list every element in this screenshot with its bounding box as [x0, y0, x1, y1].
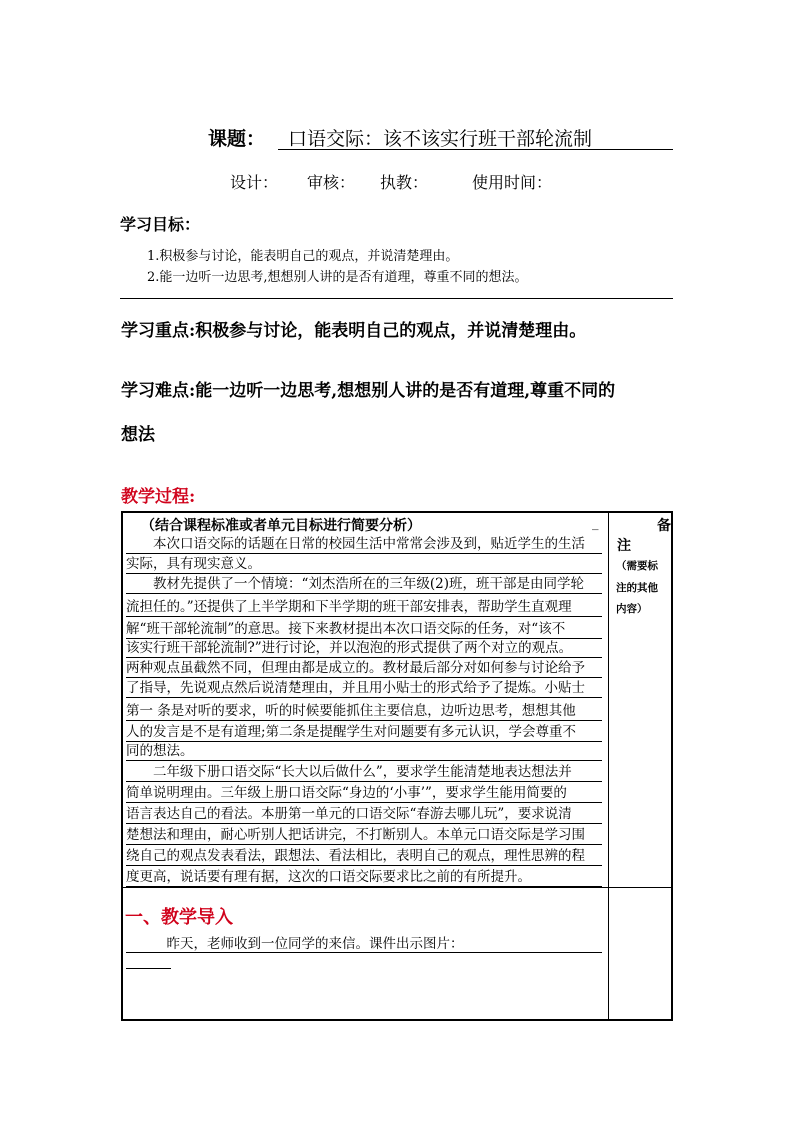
analysis-line: 两种观点虽截然不同，但理由都是成立的。教材最后部分对如何参与讨论给予	[126, 659, 602, 678]
analysis-line: 教材先提供了一个情境：“刘杰浩所在的三年级(2)班，班干部是由同学轮	[126, 575, 602, 594]
analysis-line: 该实行班干部轮流制?”进行讨论，并以泡泡的形式提供了两个对立的观点。	[126, 639, 602, 658]
analysis-line: 本次口语交际的话题在日常的校园生活中常常会涉及到，贴近学生的生活	[126, 535, 602, 554]
section-divider	[120, 298, 673, 299]
notes-sub-line: 内容）	[616, 603, 648, 615]
analysis-line: 同的想法。	[126, 742, 602, 761]
table-row-divider	[121, 887, 673, 888]
table-column-divider	[608, 512, 609, 1020]
notes-sub-line: （需要标	[616, 560, 658, 572]
difficulty-line-1: 学习难点:能一边听一边思考,想想别人讲的是否有道理,尊重不同的	[121, 381, 616, 401]
goals-heading: 学习目标：	[120, 215, 201, 234]
intro-text: 昨天，老师收到一位同学的来信。课件出示图片：	[126, 935, 602, 953]
meta-teach: 执教：	[380, 173, 429, 192]
lesson-title-text: 口语交际：该不该实行班干部轮流制	[288, 128, 593, 150]
notes-title-part2: 注	[617, 538, 631, 554]
meta-review: 审核：	[307, 173, 356, 192]
blank-line	[126, 968, 171, 969]
goal-item-1: 1.积极参与讨论，能表明自己的观点，并说清楚理由。	[147, 249, 459, 264]
meta-time: 使用时间：	[472, 173, 553, 192]
title-underline	[278, 149, 673, 150]
analysis-line: 二年级下册口语交际“长大以后做什么”，要求学生能清楚地表达想法并	[126, 763, 602, 782]
analysis-line: 实际，具有现实意义。	[126, 555, 602, 574]
analysis-title: （结合课程标准或者单元目标进行简要分析）	[141, 518, 421, 534]
lesson-title-label: 课题：	[208, 128, 266, 150]
analysis-line: 度更高，说话要有理有据，这次的口语交际要求比之前的有所提升。	[126, 868, 602, 887]
notes-sub-line: 注的其他	[616, 582, 658, 594]
analysis-line: 语言表达自己的看法。本册第一单元的口语交际“春游去哪儿玩”，要求说清	[126, 805, 602, 824]
analysis-line: 流担任的。”还提供了上半学期和下半学期的班干部安排表，帮助学生直观理	[126, 598, 602, 617]
key-point: 学习重点:积极参与讨论，能表明自己的观点，并说清楚理由。	[121, 321, 587, 341]
difficulty-line-2: 想法	[121, 425, 155, 445]
analysis-mark: _	[592, 516, 599, 531]
meta-design: 设计：	[230, 173, 279, 192]
analysis-line: 人的发言是不是有道理;第二条是提醒学生对问题要有多元认识，学会尊重不	[126, 723, 602, 742]
analysis-line: 简单说明理由。三年级上册口语交际“身边的‘小事’”，要求学生能用简要的	[126, 784, 602, 803]
analysis-line: 楚想法和理由，耐心听别人把话讲完，不打断别人。本单元口语交际是学习围	[126, 826, 602, 845]
goal-item-2: 2.能一边听一边思考,想想别人讲的是否有道理，尊重不同的想法。	[147, 270, 528, 285]
analysis-line: 解“班干部轮流制”的意思。接下来教材提出本次口语交际的任务，对“该不	[126, 620, 602, 639]
notes-title-part1: 备	[657, 518, 671, 534]
analysis-line: 绕自己的观点发表看法，跟想法、看法相比，表明自己的观点，理性思辨的程	[126, 847, 602, 866]
analysis-line: 了指导，先说观点然后说清楚理由，并且用小贴士的形式给予了提炼。小贴士	[126, 679, 602, 698]
analysis-line: 第一 条是对听的要求，听的时候要能抓住主要信息，边听边思考，想想其他	[126, 702, 602, 721]
process-heading: 教学过程:	[121, 487, 196, 507]
section-heading-intro: 一、教学导入	[125, 907, 233, 928]
